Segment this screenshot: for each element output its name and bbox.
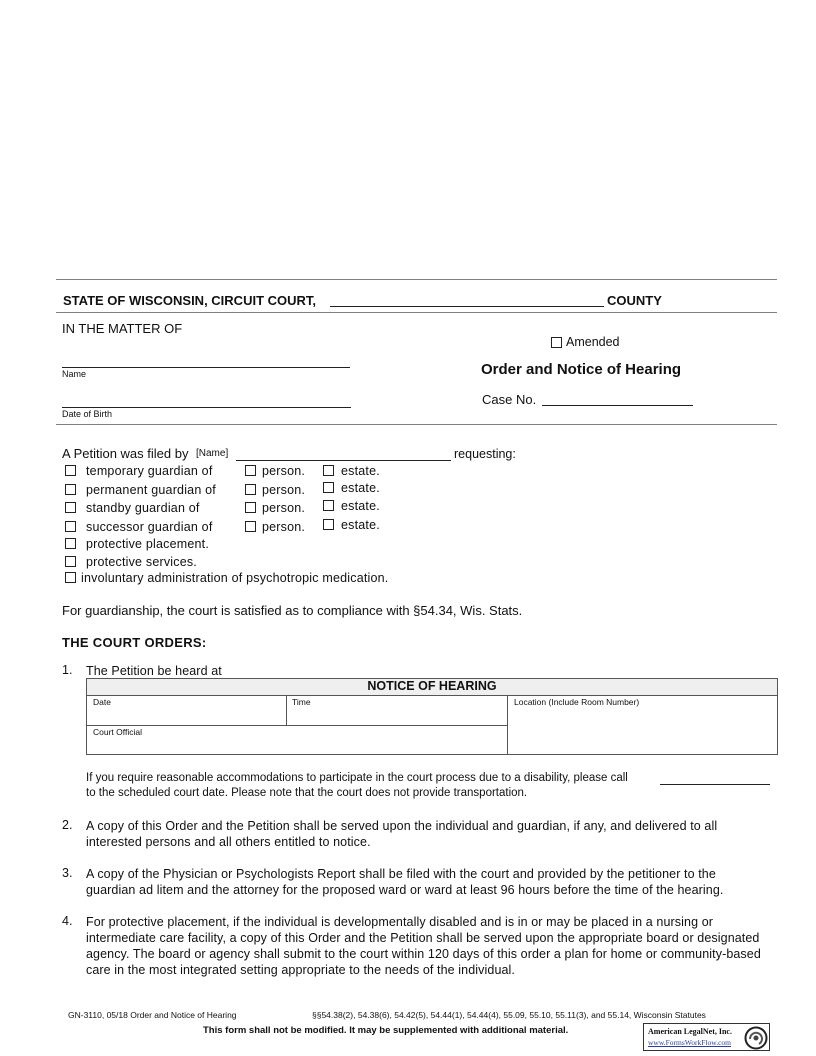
- court-orders-heading: THE COURT ORDERS:: [62, 635, 207, 650]
- psychotropic-medication-label: involuntary administration of psychotropic medication.: [81, 571, 389, 585]
- standby-guardian-label: standby guardian of: [86, 501, 200, 515]
- form-title: Order and Notice of Hearing: [481, 361, 682, 378]
- petitioner-name-field[interactable]: [236, 460, 451, 461]
- name-label: Name: [62, 369, 87, 379]
- successor-guardian-label: successor guardian of: [86, 520, 213, 534]
- standby-estate-checkbox[interactable]: [323, 500, 334, 511]
- estate-label: estate.: [341, 499, 380, 513]
- standby-person-checkbox[interactable]: [245, 502, 256, 513]
- county-label: COUNTY: [607, 293, 662, 308]
- psychotropic-medication-checkbox[interactable]: [65, 572, 76, 583]
- petition-filed-by: A Petition was filed by: [62, 446, 189, 461]
- publisher-logo: [643, 1023, 770, 1051]
- court-official-cell[interactable]: Court Official: [93, 727, 142, 737]
- header-rule: [56, 312, 777, 313]
- person-label: person.: [262, 464, 306, 478]
- petitioner-name-placeholder: [Name]: [196, 448, 229, 459]
- order-2-text: A copy of this Order and the Petition shall be served upon the individual and guardian, if any, and delivered to all interested persons and all others entitled to notice.: [86, 819, 718, 849]
- matter-title: IN THE MATTER OF: [62, 321, 183, 336]
- standby-guardian-checkbox[interactable]: [65, 502, 76, 513]
- top-rule: [56, 279, 777, 280]
- compliance-statement: For guardianship, the court is satisfied as to compliance with §54.34, Wis. Stats.: [62, 603, 523, 618]
- person-label: person.: [262, 501, 306, 515]
- order-3-text: A copy of the Physician or Psychologists Report shall be filed with the court and provided by the petitioner to the guardian ad litem and the attorney for the proposed ward or ward at least 96 hours before the time of the hearing.: [86, 867, 724, 897]
- table-divider: [507, 695, 508, 755]
- temporary-guardian-checkbox[interactable]: [65, 465, 76, 476]
- date-cell[interactable]: Date: [93, 697, 111, 707]
- permanent-guardian-label: permanent guardian of: [86, 483, 216, 497]
- estate-label: estate.: [341, 464, 380, 478]
- protective-services-label: protective services.: [86, 555, 197, 569]
- logo-name: American LegalNet, Inc.: [648, 1027, 732, 1036]
- dob-field[interactable]: [62, 407, 351, 408]
- successor-guardian-checkbox[interactable]: [65, 521, 76, 532]
- logo-url: www.FormsWorkFlow.com: [648, 1038, 732, 1047]
- estate-label: estate.: [341, 518, 380, 532]
- case-no-field[interactable]: [542, 405, 693, 406]
- notice-heading: NOTICE OF HEARING: [367, 679, 497, 693]
- state-line: STATE OF WISCONSIN, CIRCUIT COURT,: [63, 293, 317, 308]
- amended-label: Amended: [566, 335, 620, 349]
- temporary-person-checkbox[interactable]: [245, 465, 256, 476]
- permanent-estate-checkbox[interactable]: [323, 482, 334, 493]
- order-number: 2.: [62, 818, 73, 832]
- amended-checkbox[interactable]: [551, 337, 562, 348]
- logo-swirl-icon: [744, 1026, 768, 1050]
- order-number: 3.: [62, 866, 73, 880]
- protective-placement-checkbox[interactable]: [65, 538, 76, 549]
- footer-notice: This form shall not be modified. It may be supplemented with additional material.: [203, 1025, 569, 1036]
- accommodation-line-2: to the scheduled court date. Please note that the court does not provide transportation.: [86, 787, 528, 799]
- protective-placement-label: protective placement.: [86, 537, 210, 551]
- successor-person-checkbox[interactable]: [245, 521, 256, 532]
- statutes: §§54.38(2), 54.38(6), 54.42(5), 54.44(1), 54.44(4), 55.09, 55.10, 55.11(3), and 55.14, Wisconsin Statutes: [312, 1010, 706, 1020]
- protective-services-checkbox[interactable]: [65, 556, 76, 567]
- temporary-guardian-label: temporary guardian of: [86, 464, 213, 478]
- permanent-person-checkbox[interactable]: [245, 484, 256, 495]
- table-divider: [286, 695, 287, 725]
- order-4-text: For protective placement, if the individual is developmentally disabled and is in or may be placed in a nursing or intermediate care facility, a copy of this Order and the Petition shall be served upon the appropriate board or designated agency. The board or agency shall submit to the court within 120 days of this order a plan for home or community-based care in the most integrated setting appropriate to the needs of the individual.: [86, 915, 761, 977]
- requesting-label: requesting:: [454, 447, 516, 461]
- successor-estate-checkbox[interactable]: [323, 519, 334, 530]
- order-number: 1.: [62, 663, 73, 677]
- estate-label: estate.: [341, 481, 380, 495]
- person-label: person.: [262, 520, 306, 534]
- dob-label: Date of Birth: [62, 409, 113, 419]
- form-id: GN-3110, 05/18 Order and Notice of Hearing: [68, 1010, 237, 1020]
- matter-rule: [56, 424, 777, 425]
- location-cell[interactable]: Location (Include Room Number): [514, 697, 640, 707]
- accommodation-line-1: If you require reasonable accommodations to participate in the court process due to a disability, please call: [86, 772, 628, 784]
- table-divider: [86, 725, 507, 726]
- order-1-text: The Petition be heard at: [86, 664, 222, 678]
- temporary-estate-checkbox[interactable]: [323, 465, 334, 476]
- case-no-label: Case No.: [482, 392, 537, 407]
- county-field[interactable]: [330, 306, 604, 307]
- person-label: person.: [262, 483, 306, 497]
- time-cell[interactable]: Time: [292, 697, 311, 707]
- permanent-guardian-checkbox[interactable]: [65, 484, 76, 495]
- name-field[interactable]: [62, 367, 350, 368]
- order-number: 4.: [62, 914, 73, 928]
- phone-field[interactable]: [660, 784, 770, 785]
